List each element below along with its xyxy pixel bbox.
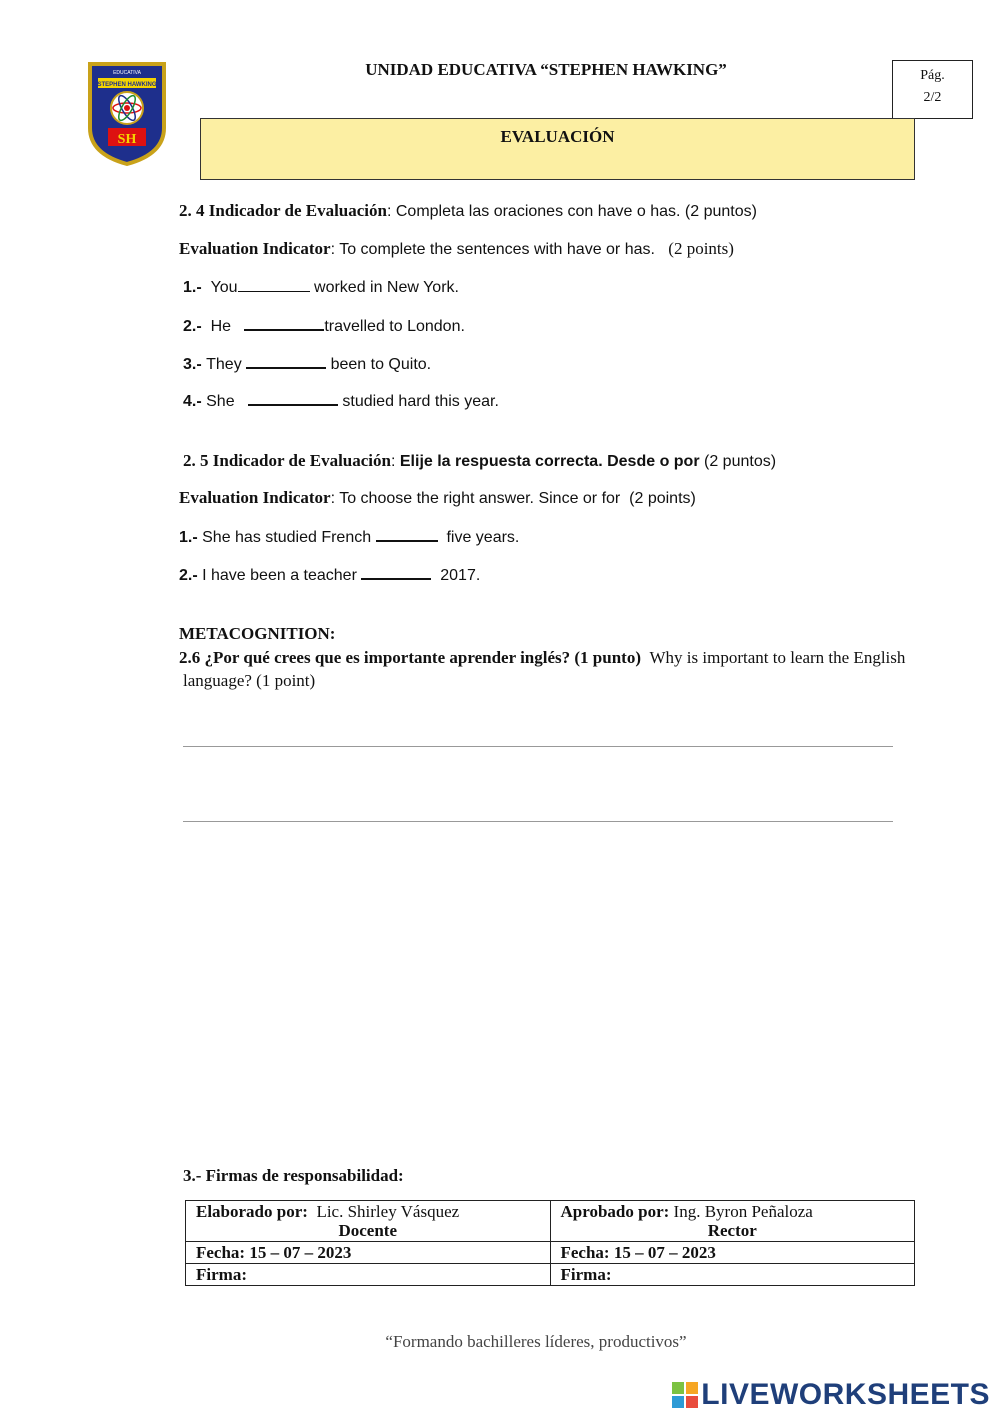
- table-row: [186, 1264, 915, 1286]
- answer-blank[interactable]: [361, 564, 431, 580]
- svg-text:SH: SH: [117, 132, 137, 147]
- signatures-heading: 3.- Firmas de responsabilidad:: [183, 1166, 404, 1185]
- evaluation-banner: [200, 118, 915, 180]
- elaborated-by-cell: [186, 1201, 551, 1242]
- answer-blank[interactable]: [376, 526, 438, 542]
- list-item: [183, 315, 465, 337]
- item-text-after: worked in New York.: [309, 279, 459, 296]
- list-item: [179, 526, 519, 548]
- metacognition-question: [179, 648, 905, 668]
- metacognition-question-continued: language? (1 point): [183, 671, 316, 690]
- elaborated-by-role: Docente: [338, 1221, 398, 1240]
- page-label: Pág.: [920, 68, 945, 83]
- approved-by-name: Ing. Byron Peñaloza: [673, 1202, 813, 1221]
- approved-date: Fecha: 15 – 07 – 2023: [550, 1242, 915, 1264]
- svg-text:EDUCATIVA: EDUCATIVA: [113, 70, 141, 76]
- school-title: UNIDAD EDUCATIVA “STEPHEN HAWKING”: [365, 60, 727, 79]
- item-text-before: You: [210, 279, 238, 296]
- elaborated-by-name: Lic. Shirley Vásquez: [316, 1202, 460, 1221]
- section-25-heading-points: (2 puntos): [699, 453, 777, 470]
- item-number: 1.-: [183, 279, 202, 296]
- section-24-english-bold: Evaluation Indicator: [179, 239, 331, 258]
- item-number: 3.-: [183, 356, 202, 373]
- answer-line[interactable]: [183, 821, 893, 822]
- evaluation-title: EVALUACIÓN: [500, 127, 615, 146]
- signatures-table: [185, 1200, 915, 1286]
- section-25-english-bold: Evaluation Indicator: [179, 488, 331, 507]
- section-25-heading-colon: :: [390, 453, 400, 470]
- item-number: 2.-: [183, 318, 202, 335]
- section-25-english-indicator: [179, 488, 696, 509]
- item-text-after: studied hard this year.: [337, 393, 499, 410]
- section-25-english-points: (2 points): [629, 490, 696, 507]
- metacognition-question-spanish: 2.6 ¿Por qué crees que es importante aprender inglés? (1 punto): [179, 648, 641, 667]
- metacognition-question-english: Why is important to learn the English: [649, 648, 906, 667]
- elaborated-date: Fecha: 15 – 07 – 2023: [186, 1242, 551, 1264]
- section-24-heading: [179, 201, 757, 222]
- item-text-before: They: [206, 356, 242, 373]
- item-text-after: been to Quito.: [326, 356, 432, 373]
- page-number-box: [892, 60, 973, 119]
- section-25-english-text: : To choose the right answer. Since or for: [330, 490, 621, 507]
- list-item: [183, 353, 431, 375]
- liveworksheets-logo[interactable]: [672, 1378, 990, 1412]
- table-row: [186, 1242, 915, 1264]
- answer-blank[interactable]: [238, 277, 310, 292]
- item-text-before: I have been a teacher: [197, 567, 362, 584]
- item-number: 1.-: [179, 529, 198, 546]
- approved-by-label: Aprobado por:: [560, 1202, 670, 1221]
- elaborated-by-label: Elaborado por:: [196, 1202, 308, 1221]
- list-item: [183, 277, 459, 298]
- section-24-english-points: (2 points): [668, 239, 734, 258]
- approved-by-role: Rector: [707, 1221, 757, 1240]
- answer-blank[interactable]: [244, 315, 324, 331]
- metacognition-title: METACOGNITION:: [179, 624, 336, 643]
- approved-by-cell: [550, 1201, 915, 1242]
- section-24-heading-text: : Completa las oraciones con have o has. (2 puntos): [386, 203, 757, 220]
- page-number: 2/2: [923, 90, 942, 105]
- list-item: [183, 390, 499, 412]
- section-24-english-text: : To complete the sentences with have or has.: [330, 241, 655, 258]
- item-text-after: five years.: [442, 529, 520, 546]
- item-text-after: travelled to London.: [324, 318, 465, 335]
- list-item: [179, 564, 480, 586]
- item-text-before: She: [206, 393, 235, 410]
- answer-blank[interactable]: [246, 353, 326, 369]
- liveworksheets-icon: [672, 1382, 698, 1408]
- elaborated-signature[interactable]: Firma:: [186, 1264, 551, 1286]
- section-24-heading-bold: 2. 4 Indicador de Evaluación: [179, 201, 387, 220]
- footer-quote: “Formando bachilleres líderes, productivos”: [385, 1332, 687, 1351]
- answer-blank[interactable]: [248, 390, 338, 406]
- section-25-heading-bold-instruction: Elije la respuesta correcta. Desde o por: [399, 453, 700, 470]
- approved-signature[interactable]: Firma:: [550, 1264, 915, 1286]
- section-25-heading-bold: 2. 5 Indicador de Evaluación: [183, 451, 391, 470]
- item-number: 2.-: [179, 567, 198, 584]
- item-text-after: 2017.: [435, 567, 481, 584]
- item-text-before: She has studied French: [197, 529, 376, 546]
- liveworksheets-brand: LIVEWORKSHEETS: [701, 1378, 990, 1411]
- svg-text:STEPHEN HAWKING: STEPHEN HAWKING: [97, 82, 157, 88]
- section-24-english-indicator: [179, 239, 734, 260]
- item-text-before: He: [210, 318, 232, 335]
- answer-line[interactable]: [183, 746, 893, 747]
- item-number: 4.-: [183, 393, 202, 410]
- table-row: [186, 1201, 915, 1242]
- section-25-heading: [183, 451, 776, 472]
